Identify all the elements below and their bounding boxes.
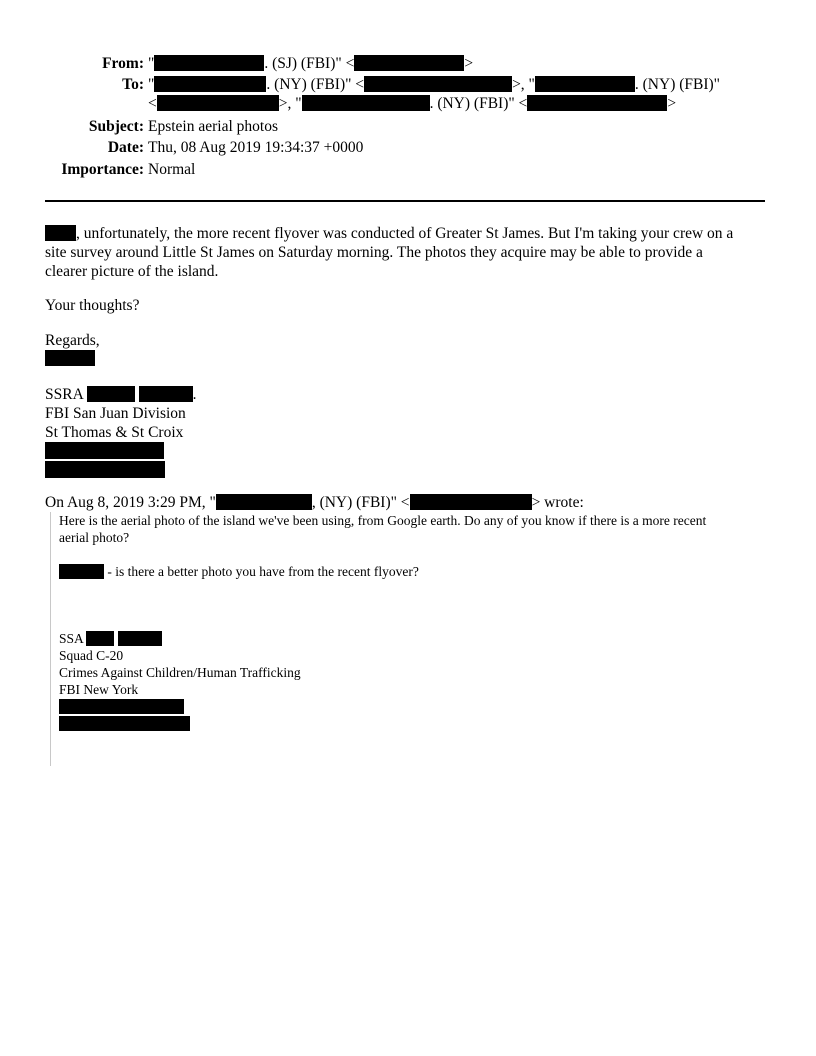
quoted-signature (59, 630, 774, 732)
redaction-box (118, 631, 162, 646)
redaction-box (354, 55, 464, 71)
quoted-message (59, 512, 774, 546)
redaction-box (86, 631, 114, 646)
redaction-box (45, 461, 165, 478)
signature-block: SSRA . FBI San Juan Division St Thomas & St Croix (45, 385, 770, 480)
subject-value: Epstein aerial photos (148, 118, 278, 135)
signature-squad: Squad C-20 (59, 648, 124, 663)
date-label: Date: (107, 139, 144, 156)
signature-title: SSA (59, 631, 84, 646)
redaction-box (410, 494, 532, 510)
signature-title: SSRA (45, 386, 83, 403)
redaction-box (302, 95, 430, 111)
closing: Regards, (45, 332, 100, 349)
signature-division: FBI San Juan Division (45, 405, 186, 422)
redaction-box (139, 386, 193, 402)
redaction-box (45, 225, 76, 241)
redaction-box (154, 76, 266, 92)
signature-location: St Thomas & St Croix (45, 424, 184, 441)
redaction-box (45, 442, 164, 459)
quote-bar (50, 512, 51, 766)
quote-attribution: On Aug 8, 2019 3:29 PM, " , (NY) (FBI)" < > wrote: (45, 494, 584, 511)
paragraph-line: site survey around Little St James on Saturday morning. The photos they acquire may be able to provide a (45, 244, 703, 261)
paragraph-line: Here is the aerial photo of the island we've been using, from Google earth. Do any of you know if there is a more recent (59, 513, 707, 528)
redaction-box (527, 95, 667, 111)
from-label: From: (102, 55, 144, 72)
redaction-box (59, 564, 104, 579)
paragraph-line: clearer picture of the island. (45, 263, 219, 280)
from-value: " . (SJ) (FBI)" < > (148, 55, 474, 72)
quoted-question: - is there a better photo you have from the recent flyover? (59, 563, 774, 580)
to-value-line2: < >, " . (NY) (FBI)" < > (148, 95, 677, 112)
redaction-box (216, 494, 312, 510)
date-value: Thu, 08 Aug 2019 19:34:37 +0000 (148, 139, 364, 156)
signature-name-redaction (45, 349, 770, 368)
header-divider (45, 200, 765, 202)
redaction-box (535, 76, 635, 92)
email-header (0, 0, 816, 200)
redaction-box (157, 95, 279, 111)
redaction-box (45, 350, 95, 366)
redaction-box (364, 76, 512, 92)
message-question: Your thoughts? (45, 297, 140, 314)
paragraph-line: , unfortunately, the more recent flyover was conducted of Greater St James. But I'm taking your crew on a (45, 224, 770, 243)
subject-label: Subject: (88, 118, 144, 135)
signature-unit: Crimes Against Children/Human Trafficking (59, 665, 301, 680)
redaction-box (59, 699, 184, 714)
signature-office: FBI New York (59, 682, 139, 697)
to-value-line1: " . (NY) (FBI)" < >, " . (NY) (FBI)" (148, 76, 720, 93)
message-body (45, 224, 770, 281)
to-label: To: (122, 76, 144, 93)
redaction-box (154, 55, 264, 71)
redaction-box (87, 386, 135, 402)
redaction-box (59, 716, 190, 731)
importance-value: Normal (148, 161, 196, 178)
paragraph-line: aerial photo? (59, 530, 130, 545)
importance-label: Importance: (61, 161, 144, 178)
